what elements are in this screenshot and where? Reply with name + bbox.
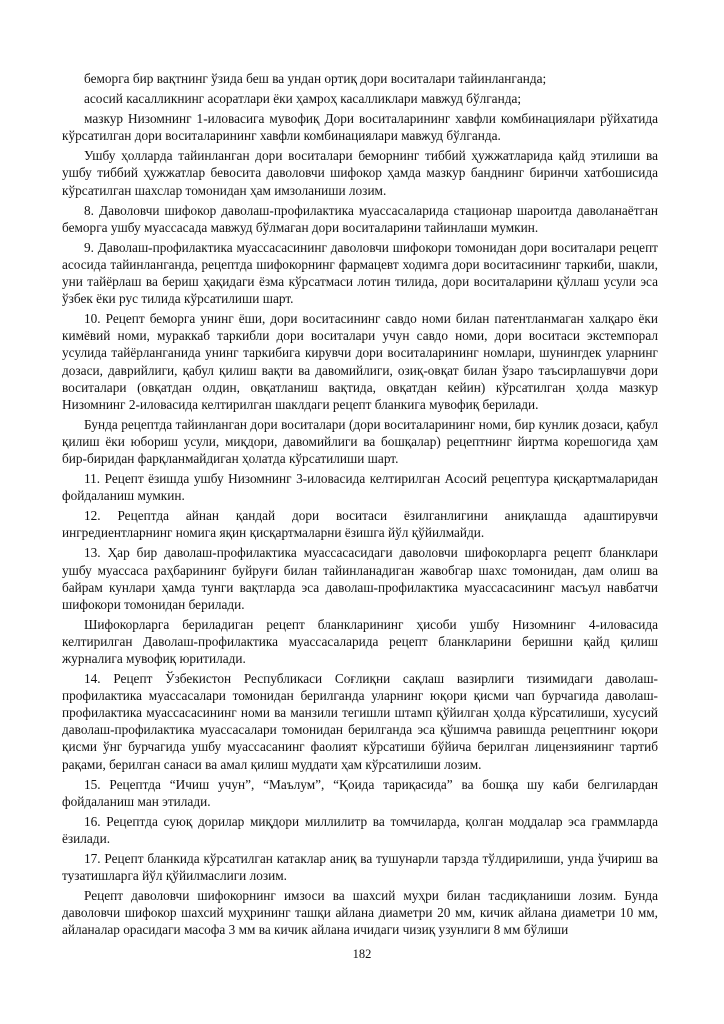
document-body [62,70,658,942]
paragraph: 17. Рецепт бланкида кўрсатилган катаклар аниқ ва тушунарли тарзда тўлдирилиши, унда ўчириш ва тузатишларга йўл қўйилмаслиги лозим. [62,851,658,884]
paragraph: мазкур Низомнинг 1-иловасига мувофиқ Дори воситаларининг хавфли комбинациялари рўйхатида кўрсатилган дори воситаларининг хавфли комбинациялари мавжуд бўлганда. [62,111,658,144]
paragraph: 8. Даволовчи шифокор даволаш-профилактика муассасаларида стационар шароитда даволанаётган беморга ушбу муассасада мавжуд бўлмаган дори воситаларини тайинлаши мумкин. [62,202,658,235]
paragraph: 9. Даволаш-профилактика муассасасининг даволовчи шифокори томонидан дори воситалари рецепт асосида тайинланганда, рецептда шифокорнинг фармацевт ходимга дори воситасининг таркиби, шакли, уни тайёрлаш ва бериш ҳақидаги ёзма кўрсатмаси лотин тилида, дори воситаларини қўллаш усули эса ўзбек ёки рус тилида кўрсатилиши шарт. [62,239,658,307]
paragraph: Рецепт даволовчи шифокорнинг имзоси ва шахсий муҳри билан тасдиқланиши лозим. Бунда даволовчи шифокор шахсий муҳрининг ташқи айлана диаметри 20 мм, кичик айлана диаметри 10 мм, айланалар орасидаги масофа 3 мм ва кичик айлана ичидаги чизиқ узунлиги 8 мм бўлиши [62,888,658,938]
paragraph: 13. Ҳар бир даволаш-профилактика муассасасидаги даволовчи шифокорларга рецепт бланклари ушбу муассаса раҳбарининг буйруғи билан тайинланадиган жавобгар шахс томонидан, дам олиш ва байрам кунлари ҳамда тунги вақтларда эса даволаш-профилактика муассасасининг масъул навбатчи шифокори томонидан берилади. [62,545,658,612]
paragraph: 15. Рецептда “Ичиш учун”, “Маълум”, “Қоида тариқасида” ва бошқа шу каби белгилардан фойдаланиш ман этилади. [62,776,658,809]
paragraph: Шифокорларга бериладиган рецепт бланкларининг ҳисоби ушбу Низомнинг 4-иловасида келтирилган Даволаш-профилактика муассасаларида рецепт бланкларини беришни қайд қилиш журналига мувофиқ юритилади. [62,616,658,666]
page-number: 182 [352,947,372,961]
paragraph: 12. Рецептда айнан қандай дори воситаси ёзилганлигини аниқлашда адаштирувчи ингредиентларнинг номига яқин қисқартмаларни ёзишга йўл қўйилмайди. [62,508,658,541]
paragraph: 11. Рецепт ёзишда ушбу Низомнинг 3-иловасида келтирилган Асосий рецептура қисқартмаларидан фойдаланиш мумкин. [62,471,658,504]
paragraph: асосий касалликнинг асоратлари ёки ҳамроҳ касалликлари мавжуд бўлганда; [84,91,522,107]
paragraph: 10. Рецепт беморга унинг ёши, дори воситасининг савдо номи билан патентланмаган халқаро ёки кимёвий номи, мураккаб таркибли дори воситалари учун савдо номи, дори воситаси экстемпорал усулида тайёрланганида унинг таркибига кирувчи дори воситаларининг номлари, шунингдек уларнинг дозаси, даврийлиги, қабул қилиш вақти ва давомийлиги, озиқ-овқат билан ўзаро таъсирлашувчи дори воситалари (овқатдан олдин, овқатланиш вақтида, овқатдан кейин) кўрсатилган ҳолда мазкур Низомнинг 2-иловасида келтирилган шаклдаги рецепт бланкига мувофиқ берилади. [62,311,658,412]
paragraph: Ушбу ҳолларда тайинланган дори воситалари беморнинг тиббий ҳужжатларида қайд этилиши ва ушбу тиббий ҳужжатлар бевосита даволовчи шифокор ҳамда мазкур банднинг биринчи хатбошисида кўрсатилган шахслар томонидан ҳам имзоланиши лозим. [62,148,658,198]
paragraph: 16. Рецептда суюқ дорилар миқдори миллилитр ва томчиларда, қолган моддалар эса граммларда ёзилади. [62,813,658,846]
paragraph: 14. Рецепт Ўзбекистон Республикаси Соғлиқни сақлаш вазирлиги тизимидаги даволаш-профилактика муассасалари томонидан берилганда уларнинг юқори қисми чап бурчагида даволаш-профилактика муассасасининг номи ва манзили тегишли штамп қўйилган ҳолда кўрсатилиши, хусусий даволаш-профилактика муассасалари томонидан берилганда эса қўшимча равишда рецептнинг юқори қисми ўнг бурчагида ушбу муассасанинг фаолият кўрсатиши бўйича берилган лицензиянинг тартиб рақами, берилган санаси ва амал қилиш муддати ҳам кўрсатилиши лозим. [62,671,658,772]
paragraph: беморга бир вақтнинг ўзида беш ва ундан ортиқ дори воситалари тайинланганда; [84,71,547,86]
paragraph: Бунда рецептда тайинланган дори воситалари (дори воситаларининг номи, бир кунлик дозаси, қабул қилиш ёки юбориш усули, миқдори, давомийлиги ва бошқалар) рецептнинг йиртма корешогида ҳам бир-биридан фарқланмайдиган ҳолатда кўрсатилиши шарт. [62,416,658,466]
